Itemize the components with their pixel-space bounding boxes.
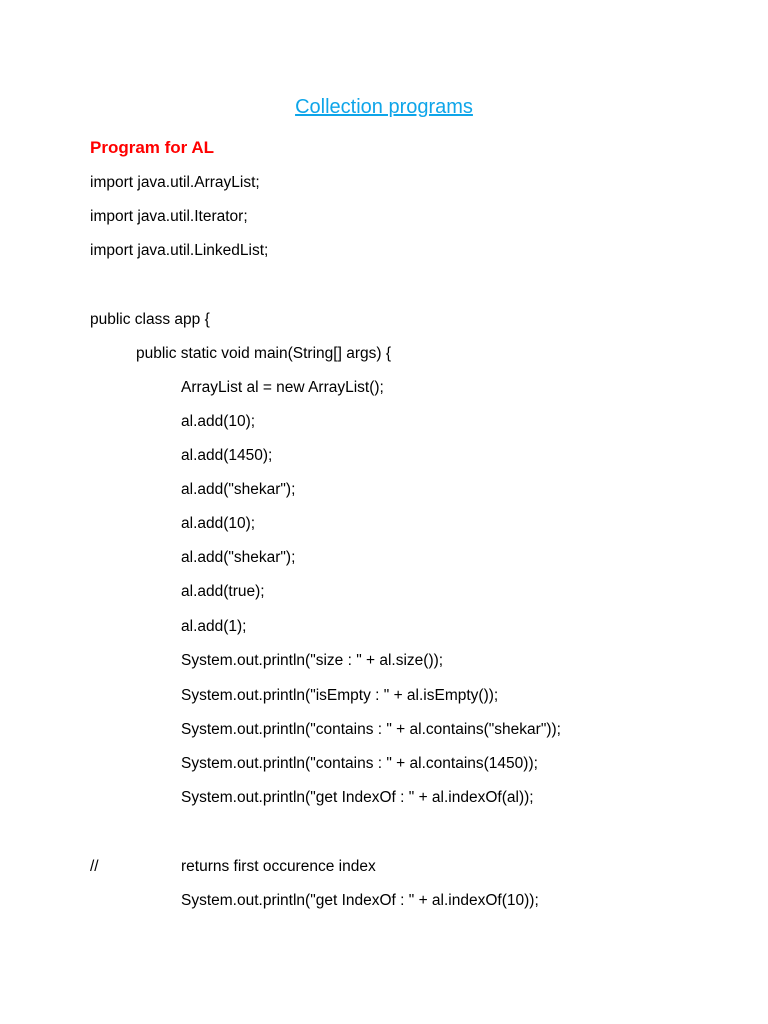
code-line: System.out.println("isEmpty : " + al.isEmpty()); [181, 687, 499, 704]
main-method-declaration: public static void main(String[] args) { [136, 345, 391, 362]
code-line: al.add(10); [181, 515, 256, 532]
class-declaration: public class app { [90, 311, 210, 328]
code-line: System.out.println("contains : " + al.contains("shekar")); [181, 721, 561, 738]
code-line: ArrayList al = new ArrayList(); [181, 379, 384, 396]
document-title: Collection programs [295, 96, 473, 118]
code-line: System.out.println("get IndexOf : " + al.indexOf(10)); [181, 892, 539, 909]
code-line: al.add("shekar"); [181, 481, 296, 498]
code-line: al.add("shekar"); [181, 549, 296, 566]
import-line: import java.util.Iterator; [90, 208, 248, 225]
section-heading: Program for AL [90, 138, 215, 157]
code-line: al.add(true); [181, 583, 265, 600]
code-line: System.out.println("get IndexOf : " + al.indexOf(al)); [181, 789, 534, 806]
comment-text: returns first occurence index [181, 858, 376, 875]
import-line: import java.util.LinkedList; [90, 242, 269, 259]
comment-marker: // [90, 858, 99, 875]
import-line: import java.util.ArrayList; [90, 174, 260, 191]
code-line: System.out.println("contains : " + al.contains(1450)); [181, 755, 538, 772]
code-line: al.add(1); [181, 618, 247, 635]
code-line: System.out.println("size : " + al.size()); [181, 652, 444, 669]
code-line: al.add(1450); [181, 447, 273, 464]
code-line: al.add(10); [181, 413, 256, 430]
